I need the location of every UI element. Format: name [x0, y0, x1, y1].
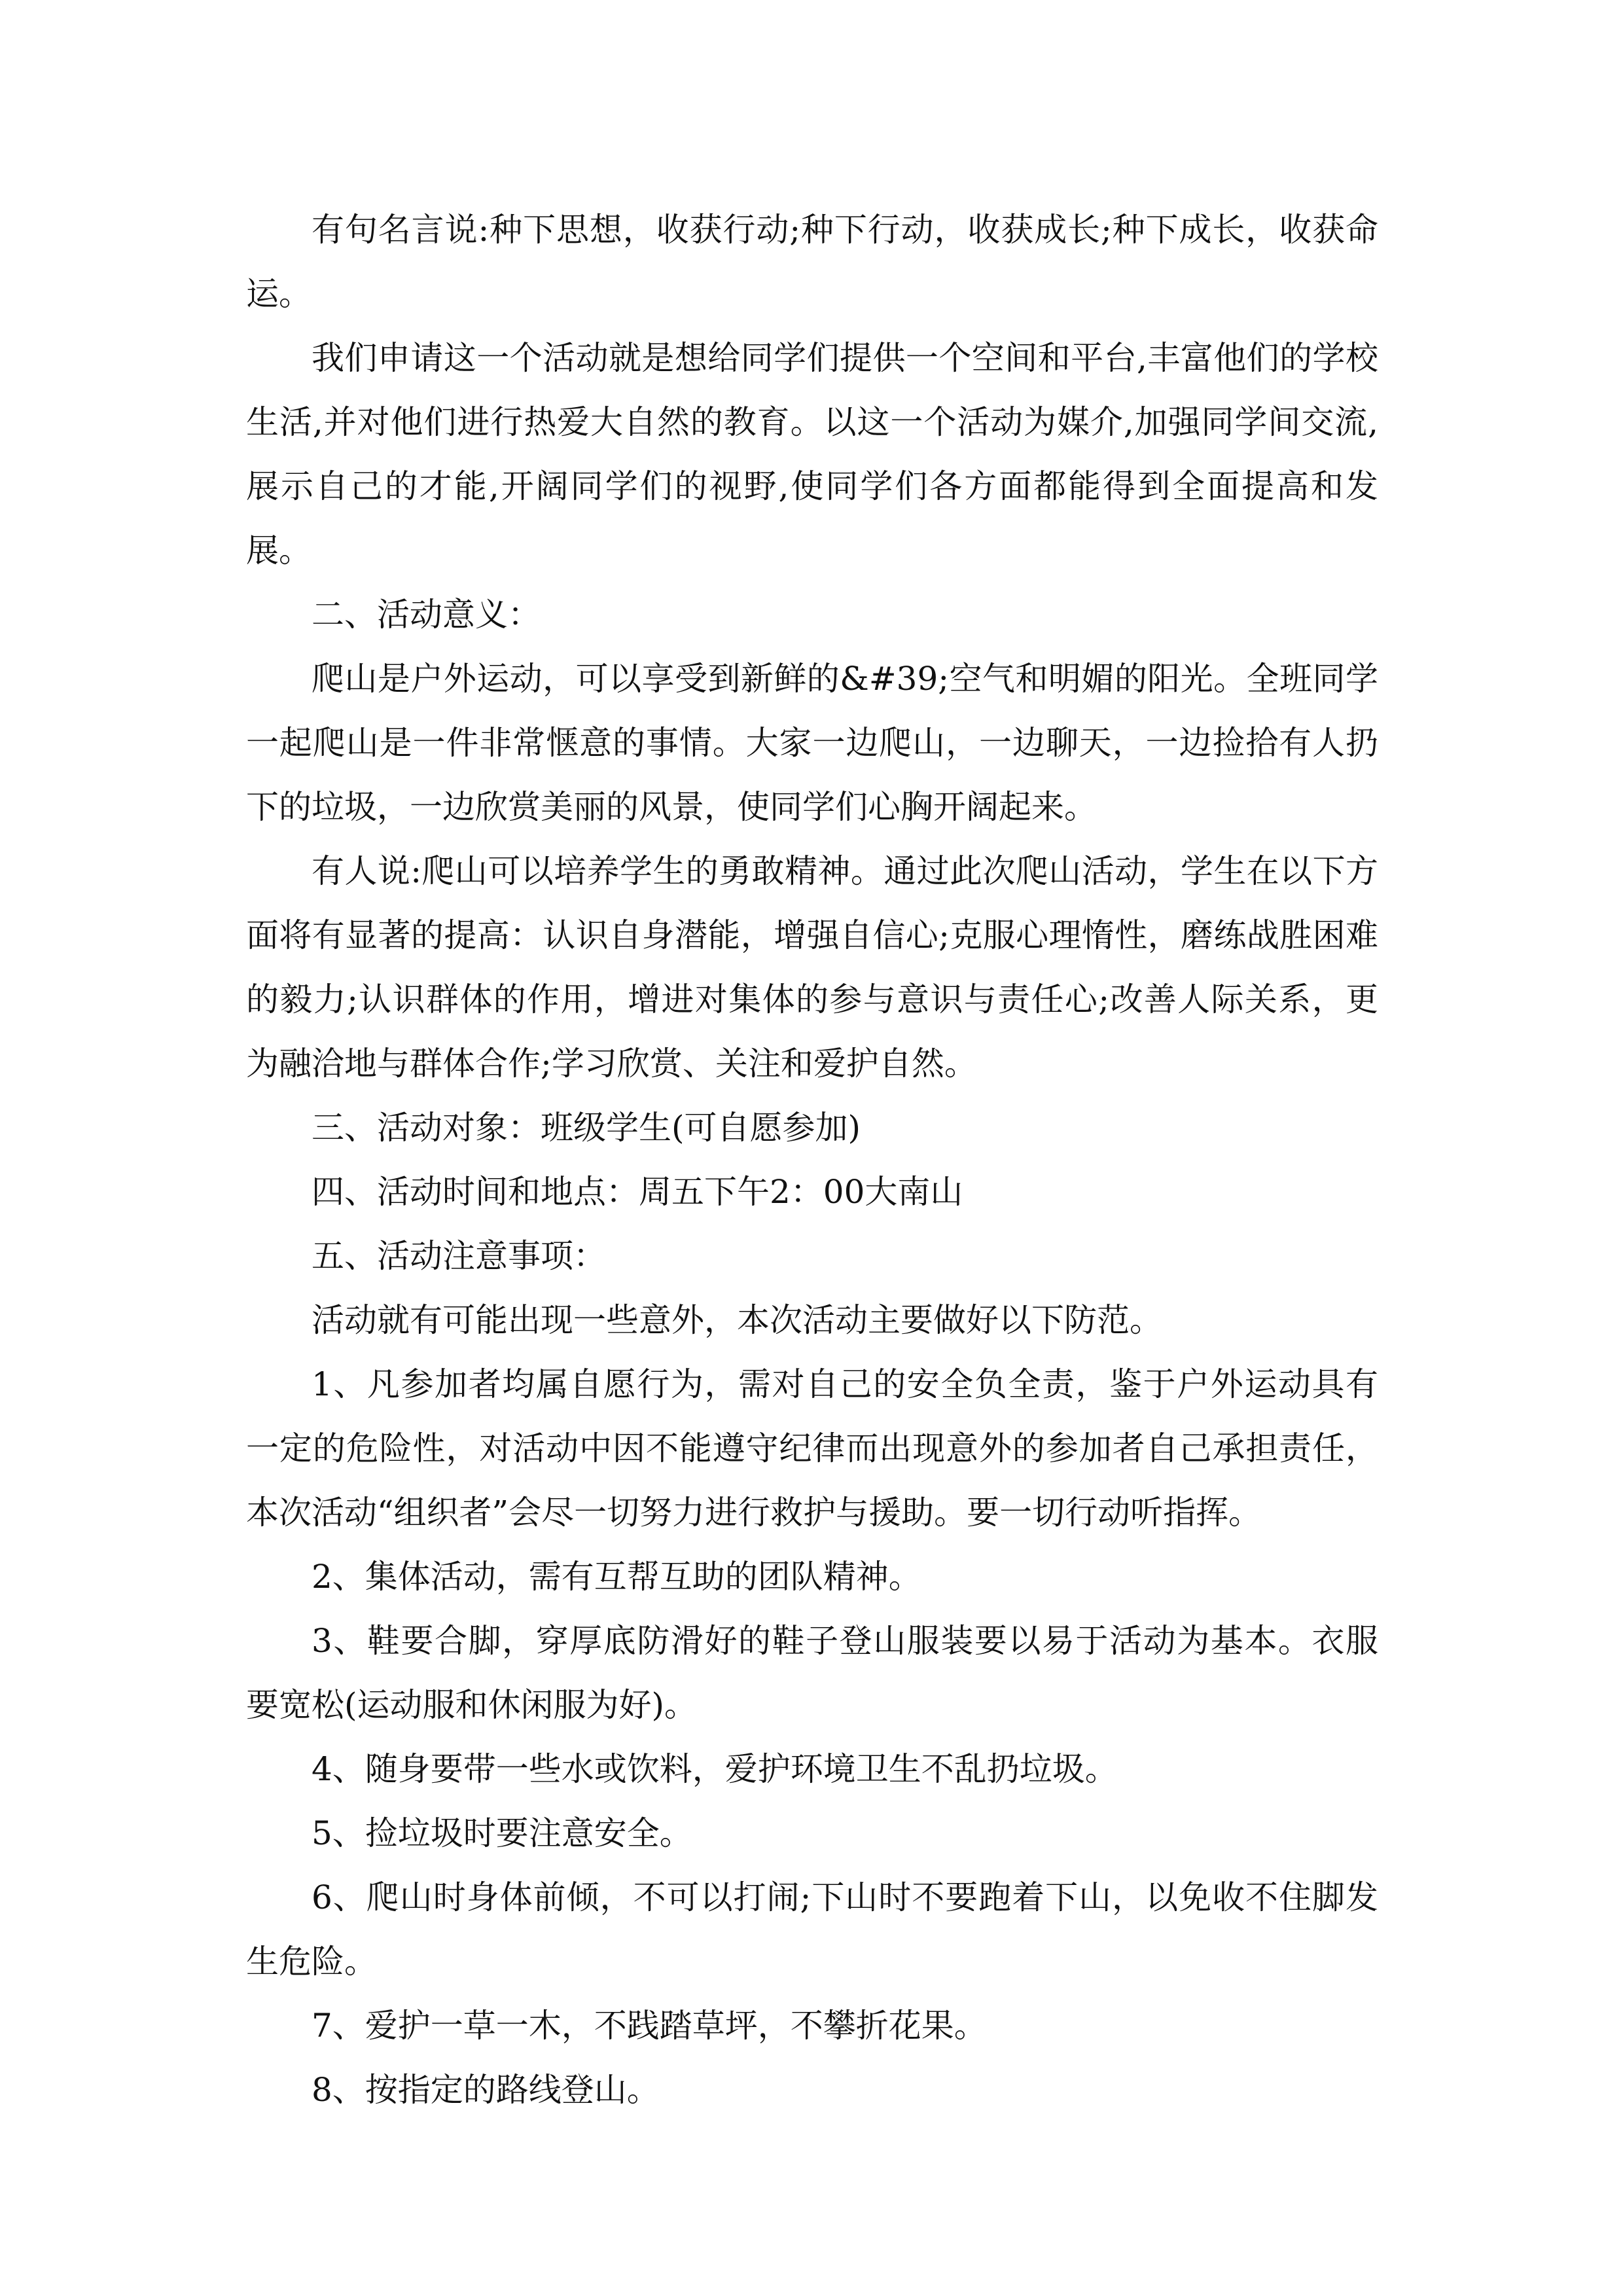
precaution-item-7: 7、爱护一草一木，不践踏草坪，不攀折花果。	[312, 2007, 987, 2045]
heading-activity-time-place: 四、活动时间和地点：周五下午2：00大南山	[312, 1173, 963, 1211]
precaution-item-2: 2、集体活动，需有互帮互助的团队精神。	[312, 1558, 921, 1596]
paragraph-benefits: 有人说:爬山可以培养学生的勇敢精神。通过此次爬山活动，学生在以下方面将有显著的提高：认识自身潜能，增强自信心;克服心理惰性，磨练战胜困难的毅力;认识群体的作用，增进对集体的参与意识与责任心;改善人际关系，更为融洽地与群体合作;学习欣赏、关注和爱护自然。	[246, 852, 1378, 1083]
heading-precautions: 五、活动注意事项：	[312, 1237, 606, 1275]
precaution-item-5: 5、捡垃圾时要注意安全。	[312, 1814, 692, 1852]
paragraph-precautions-intro: 活动就有可能出现一些意外，本次活动主要做好以下防范。	[312, 1301, 1162, 1339]
paragraph-quote: 有句名言说:种下思想，收获行动;种下行动，收获成长;种下成长，收获命运。	[246, 211, 1378, 313]
precaution-item-1: 1、凡参加者均属自愿行为，需对自己的安全负全责，鉴于户外运动具有一定的危险性，对活动中因不能遵守纪律而出现意外的参加者自己承担责任，本次活动“组织者”会尽一切努力进行救护与援助。要一切行动听指挥。	[246, 1365, 1378, 1532]
heading-activity-significance: 二、活动意义：	[312, 596, 541, 634]
precaution-item-4: 4、随身要带一些水或饮料，爱护环境卫生不乱扔垃圾。	[312, 1750, 1118, 1788]
document-body	[246, 198, 1378, 2122]
precaution-item-8: 8、按指定的路线登山。	[312, 2071, 660, 2109]
heading-activity-target: 三、活动对象：班级学生(可自愿参加)	[312, 1109, 861, 1147]
precaution-item-6: 6、爬山时身体前倾，不可以打闹;下山时不要跑着下山，以免收不住脚发生危险。	[246, 1878, 1378, 1981]
precaution-item-3: 3、鞋要合脚，穿厚底防滑好的鞋子登山服装要以易于活动为基本。衣服要宽松(运动服和休闲服为好)。	[246, 1622, 1378, 1724]
paragraph-purpose: 我们申请这一个活动就是想给同学们提供一个空间和平台,丰富他们的学校生活,并对他们进行热爱大自然的教育。以这一个活动为媒介,加强同学间交流,展示自己的才能,开阔同学们的视野,使同学们各方面都能得到全面提高和发展。	[246, 339, 1378, 569]
paragraph-significance: 爬山是户外运动，可以享受到新鲜的&#39;空气和明媚的阳光。全班同学一起爬山是一件非常惬意的事情。大家一边爬山，一边聊天，一边捡拾有人扔下的垃圾，一边欣赏美丽的风景，使同学们心胸开阔起来。	[246, 660, 1378, 826]
